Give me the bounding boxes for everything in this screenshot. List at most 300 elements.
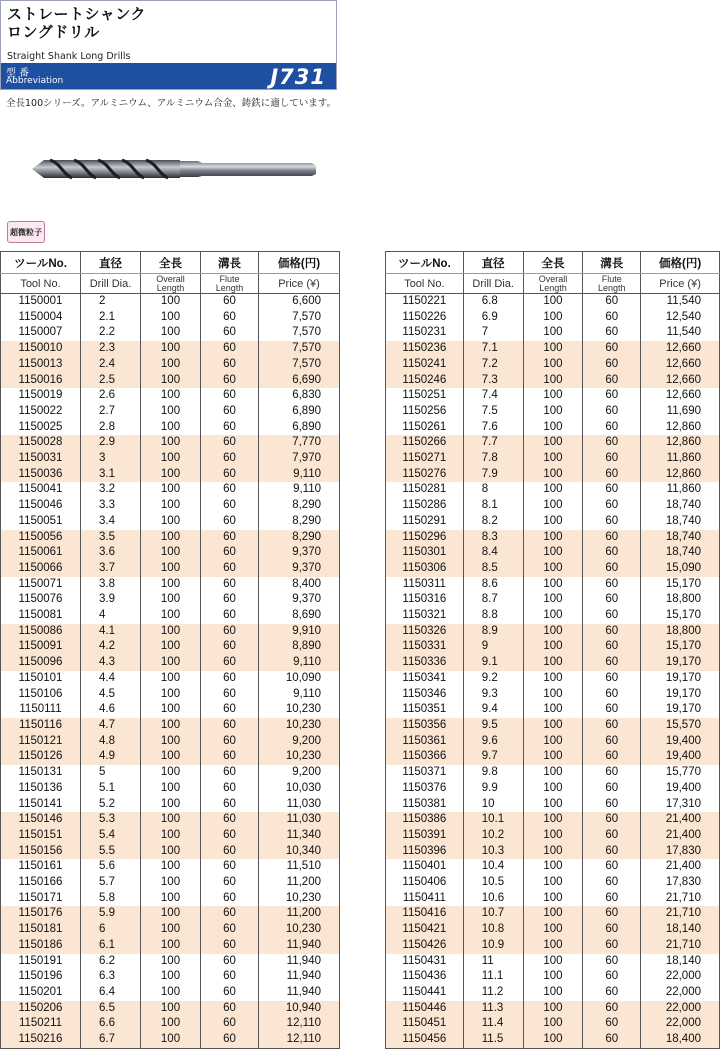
flute-length-cell: 60: [583, 859, 641, 875]
dia-cell: 9.9: [463, 781, 523, 797]
table-row: [1, 482, 340, 498]
tool-no-cell: 1150066: [1, 561, 81, 577]
table-row: [386, 797, 720, 813]
dia-cell: 9.3: [463, 687, 523, 703]
overall-length-cell: 100: [141, 624, 201, 640]
overall-length-cell: 100: [141, 294, 201, 310]
dia-cell: 8.7: [463, 592, 523, 608]
flute-length-cell: 60: [583, 844, 641, 860]
dia-cell: 4.5: [81, 687, 141, 703]
table-row: [386, 294, 720, 310]
table-row: [1, 671, 340, 687]
dia-cell: 2.3: [81, 341, 141, 357]
overall-length-cell: 100: [523, 592, 583, 608]
overall-length-cell: 100: [141, 875, 201, 891]
price-cell: 8,290: [259, 530, 340, 546]
dia-cell: 3.9: [81, 592, 141, 608]
tool-no-cell: 1150376: [386, 781, 464, 797]
dia-cell: 5.6: [81, 859, 141, 875]
flute-length-cell: 60: [201, 310, 259, 326]
overall-length-cell: 100: [141, 561, 201, 577]
dia-cell: 2.1: [81, 310, 141, 326]
price-cell: 8,400: [259, 577, 340, 593]
price-cell: 22,000: [641, 985, 720, 1001]
flute-length-cell: 60: [583, 530, 641, 546]
flute-length-cell: 60: [583, 891, 641, 907]
price-cell: 15,770: [641, 765, 720, 781]
overall-length-cell: 100: [523, 341, 583, 357]
col-price-en: Price (¥): [259, 274, 340, 294]
tool-no-cell: 1150131: [1, 765, 81, 781]
price-cell: 11,860: [641, 482, 720, 498]
flute-length-cell: 60: [583, 985, 641, 1001]
price-cell: 12,110: [259, 1016, 340, 1032]
dia-cell: 9.1: [463, 655, 523, 671]
tool-no-cell: 1150091: [1, 639, 81, 655]
flute-length-cell: 60: [583, 671, 641, 687]
overall-length-cell: 100: [141, 577, 201, 593]
table-row: [386, 608, 720, 624]
overall-length-cell: 100: [141, 954, 201, 970]
table-row: [1, 985, 340, 1001]
dia-cell: 4.3: [81, 655, 141, 671]
tool-no-cell: 1150361: [386, 734, 464, 750]
table-row: [1, 922, 340, 938]
table-row: [386, 671, 720, 687]
tool-no-cell: 1150196: [1, 969, 81, 985]
table-row: [1, 451, 340, 467]
flute-length-cell: 60: [201, 435, 259, 451]
dia-cell: 5.7: [81, 875, 141, 891]
overall-length-cell: 100: [523, 906, 583, 922]
price-cell: 9,910: [259, 624, 340, 640]
table-row: [386, 954, 720, 970]
dia-cell: 7.9: [463, 467, 523, 483]
table-row: [1, 514, 340, 530]
dia-cell: 7.6: [463, 420, 523, 436]
col-overall-ja: 全長: [141, 252, 201, 274]
price-cell: 9,110: [259, 482, 340, 498]
tool-no-cell: 1150216: [1, 1032, 81, 1048]
dia-cell: 5.8: [81, 891, 141, 907]
tool-no-cell: 1150436: [386, 969, 464, 985]
dia-cell: 3.6: [81, 545, 141, 561]
overall-length-cell: 100: [141, 797, 201, 813]
tool-no-cell: 1150236: [386, 341, 464, 357]
col-flute-ja: 溝長: [201, 252, 259, 274]
flute-length-cell: 60: [583, 451, 641, 467]
tool-no-cell: 1150336: [386, 655, 464, 671]
product-title-en: Straight Shank Long Drills: [7, 51, 131, 62]
table-row: [1, 310, 340, 326]
spec-table-left: [0, 251, 340, 1049]
flute-length-cell: 60: [583, 797, 641, 813]
overall-length-cell: 100: [523, 655, 583, 671]
overall-length-cell: 100: [141, 765, 201, 781]
price-cell: 22,000: [641, 969, 720, 985]
flute-length-cell: 60: [583, 420, 641, 436]
flute-length-cell: 60: [201, 624, 259, 640]
flute-length-cell: 60: [201, 985, 259, 1001]
flute-length-cell: 60: [583, 373, 641, 389]
overall-length-cell: 100: [523, 765, 583, 781]
price-cell: 7,770: [259, 435, 340, 451]
tool-no-cell: 1150019: [1, 388, 81, 404]
dia-cell: 7.7: [463, 435, 523, 451]
overall-length-cell: 100: [141, 906, 201, 922]
price-cell: 10,940: [259, 1001, 340, 1017]
tool-no-cell: 1150276: [386, 467, 464, 483]
table-row: [386, 404, 720, 420]
dia-cell: 10.9: [463, 938, 523, 954]
price-cell: 9,200: [259, 765, 340, 781]
tool-no-cell: 1150201: [1, 985, 81, 1001]
col-price-ja: 価格(円): [259, 252, 340, 274]
tool-no-cell: 1150010: [1, 341, 81, 357]
flute-length-cell: 60: [201, 325, 259, 341]
price-cell: 21,710: [641, 938, 720, 954]
tool-no-cell: 1150331: [386, 639, 464, 655]
dia-cell: 11.5: [463, 1032, 523, 1048]
table-row: [386, 498, 720, 514]
col-tool-no-en: Tool No.: [386, 274, 464, 294]
tool-no-cell: 1150431: [386, 954, 464, 970]
overall-length-cell: 100: [523, 749, 583, 765]
flute-length-cell: 60: [201, 1032, 259, 1048]
flute-length-cell: 60: [583, 639, 641, 655]
price-cell: 11,030: [259, 797, 340, 813]
overall-length-cell: 100: [141, 828, 201, 844]
overall-length-cell: 100: [141, 482, 201, 498]
table-row: [1, 1016, 340, 1032]
overall-length-cell: 100: [141, 655, 201, 671]
table-row: [386, 514, 720, 530]
tool-no-cell: 1150226: [386, 310, 464, 326]
table-row: [1, 639, 340, 655]
dia-cell: 6.1: [81, 938, 141, 954]
tool-no-cell: 1150151: [1, 828, 81, 844]
table-row: [386, 1016, 720, 1032]
dia-cell: 5: [81, 765, 141, 781]
flute-length-cell: 60: [201, 922, 259, 938]
table-row: [1, 812, 340, 828]
table-row: [1, 341, 340, 357]
tool-no-cell: 1150391: [386, 828, 464, 844]
overall-length-cell: 100: [141, 310, 201, 326]
tool-no-cell: 1150346: [386, 687, 464, 703]
tool-no-cell: 1150156: [1, 844, 81, 860]
dia-cell: 11.3: [463, 1001, 523, 1017]
flute-length-cell: 60: [201, 514, 259, 530]
price-cell: 10,230: [259, 891, 340, 907]
tool-no-cell: 1150271: [386, 451, 464, 467]
col-dia-en: Drill Dia.: [463, 274, 523, 294]
table-row: [1, 969, 340, 985]
dia-cell: 3.8: [81, 577, 141, 593]
table-row: [386, 545, 720, 561]
dia-cell: 2.8: [81, 420, 141, 436]
dia-cell: 10.4: [463, 859, 523, 875]
price-cell: 12,540: [641, 310, 720, 326]
price-cell: 8,290: [259, 514, 340, 530]
overall-length-cell: 100: [141, 985, 201, 1001]
overall-length-cell: 100: [141, 498, 201, 514]
dia-cell: 4.8: [81, 734, 141, 750]
tool-no-cell: 1150411: [386, 891, 464, 907]
overall-length-cell: 100: [141, 404, 201, 420]
tool-no-cell: 1150051: [1, 514, 81, 530]
col-tool-no-ja: ツールNo.: [1, 252, 81, 274]
tool-no-cell: 1150171: [1, 891, 81, 907]
tool-no-cell: 1150371: [386, 765, 464, 781]
overall-length-cell: 100: [523, 954, 583, 970]
flute-length-cell: 60: [583, 608, 641, 624]
price-cell: 10,230: [259, 922, 340, 938]
flute-length-cell: 60: [201, 891, 259, 907]
table-row: [386, 624, 720, 640]
overall-length-cell: 100: [523, 702, 583, 718]
flute-length-cell: 60: [201, 954, 259, 970]
overall-length-cell: 100: [141, 938, 201, 954]
overall-length-cell: 100: [141, 325, 201, 341]
dia-cell: 3.1: [81, 467, 141, 483]
overall-length-cell: 100: [523, 467, 583, 483]
table-row: [386, 467, 720, 483]
overall-length-cell: 100: [523, 388, 583, 404]
price-cell: 12,660: [641, 388, 720, 404]
dia-cell: 7.5: [463, 404, 523, 420]
tool-no-cell: 1150356: [386, 718, 464, 734]
col-tool-no-en: Tool No.: [1, 274, 81, 294]
price-cell: 18,740: [641, 530, 720, 546]
overall-length-cell: 100: [523, 891, 583, 907]
table-row: [386, 828, 720, 844]
flute-length-cell: 60: [201, 592, 259, 608]
price-cell: 7,570: [259, 341, 340, 357]
price-cell: 6,600: [259, 294, 340, 310]
flute-length-cell: 60: [201, 1016, 259, 1032]
tool-no-cell: 1150231: [386, 325, 464, 341]
tool-no-cell: 1150241: [386, 357, 464, 373]
flute-length-cell: 60: [201, 482, 259, 498]
flute-length-cell: 60: [583, 954, 641, 970]
dia-cell: 9.7: [463, 749, 523, 765]
flute-length-cell: 60: [201, 561, 259, 577]
price-cell: 18,740: [641, 514, 720, 530]
table-row: [386, 435, 720, 451]
table-row: [386, 420, 720, 436]
dia-cell: 10.1: [463, 812, 523, 828]
table-row: [1, 687, 340, 703]
flute-length-cell: 60: [583, 734, 641, 750]
table-row: [386, 388, 720, 404]
table-row: [1, 624, 340, 640]
price-cell: 12,860: [641, 420, 720, 436]
price-cell: 11,860: [641, 451, 720, 467]
tool-no-cell: 1150146: [1, 812, 81, 828]
flute-length-cell: 60: [583, 404, 641, 420]
price-cell: 15,570: [641, 718, 720, 734]
price-cell: 21,710: [641, 906, 720, 922]
table-row: [386, 969, 720, 985]
flute-length-cell: 60: [201, 1001, 259, 1017]
price-cell: 10,230: [259, 702, 340, 718]
tool-no-cell: 1150111: [1, 702, 81, 718]
flute-length-cell: 60: [583, 828, 641, 844]
tool-no-cell: 1150181: [1, 922, 81, 938]
price-cell: 22,000: [641, 1016, 720, 1032]
dia-cell: 9.2: [463, 671, 523, 687]
dia-cell: 10.6: [463, 891, 523, 907]
dia-cell: 7.4: [463, 388, 523, 404]
price-cell: 12,660: [641, 341, 720, 357]
price-cell: 12,860: [641, 467, 720, 483]
table-row: [1, 891, 340, 907]
price-cell: 12,110: [259, 1032, 340, 1048]
price-cell: 11,690: [641, 404, 720, 420]
overall-length-cell: 100: [141, 859, 201, 875]
dia-cell: 6.8: [463, 294, 523, 310]
table-row: [386, 1032, 720, 1048]
dia-cell: 4: [81, 608, 141, 624]
price-cell: 11,510: [259, 859, 340, 875]
dia-cell: 2: [81, 294, 141, 310]
dia-cell: 6.9: [463, 310, 523, 326]
tool-no-cell: 1150031: [1, 451, 81, 467]
overall-length-cell: 100: [523, 734, 583, 750]
tool-no-cell: 1150161: [1, 859, 81, 875]
table-row: [1, 906, 340, 922]
overall-length-cell: 100: [141, 1016, 201, 1032]
dia-cell: 8: [463, 482, 523, 498]
tool-no-cell: 1150316: [386, 592, 464, 608]
price-cell: 18,800: [641, 624, 720, 640]
tool-no-cell: 1150456: [386, 1032, 464, 1048]
overall-length-cell: 100: [523, 310, 583, 326]
price-cell: 11,340: [259, 828, 340, 844]
table-row: [386, 985, 720, 1001]
dia-cell: 10.3: [463, 844, 523, 860]
dia-cell: 3.2: [81, 482, 141, 498]
overall-length-cell: 100: [523, 624, 583, 640]
tool-no-cell: 1150081: [1, 608, 81, 624]
price-cell: 6,890: [259, 420, 340, 436]
dia-cell: 2.2: [81, 325, 141, 341]
dia-cell: 8.5: [463, 561, 523, 577]
abbreviation-label-ja: 型 番: [6, 68, 30, 79]
tool-no-cell: 1150022: [1, 404, 81, 420]
table-row: [386, 357, 720, 373]
overall-length-cell: 100: [141, 812, 201, 828]
tool-no-cell: 1150441: [386, 985, 464, 1001]
dia-cell: 7.3: [463, 373, 523, 389]
tool-no-cell: 1150071: [1, 577, 81, 593]
dia-cell: 4.1: [81, 624, 141, 640]
overall-length-cell: 100: [141, 420, 201, 436]
price-cell: 9,370: [259, 592, 340, 608]
table-row: [1, 718, 340, 734]
tool-no-cell: 1150416: [386, 906, 464, 922]
flute-length-cell: 60: [583, 781, 641, 797]
tool-no-cell: 1150076: [1, 592, 81, 608]
dia-cell: 8.6: [463, 577, 523, 593]
flute-length-cell: 60: [583, 561, 641, 577]
tool-no-cell: 1150311: [386, 577, 464, 593]
dia-cell: 6.5: [81, 1001, 141, 1017]
flute-length-cell: 60: [201, 577, 259, 593]
price-cell: 7,570: [259, 310, 340, 326]
price-cell: 11,540: [641, 325, 720, 341]
dia-cell: 9.4: [463, 702, 523, 718]
price-cell: 11,940: [259, 938, 340, 954]
dia-cell: 11.1: [463, 969, 523, 985]
flute-length-cell: 60: [583, 357, 641, 373]
tool-no-cell: 1150301: [386, 545, 464, 561]
price-cell: 10,090: [259, 671, 340, 687]
tool-no-cell: 1150056: [1, 530, 81, 546]
table-row: [1, 592, 340, 608]
col-overall-en: Overall Length: [523, 274, 583, 294]
dia-cell: 4.2: [81, 639, 141, 655]
price-cell: 22,000: [641, 1001, 720, 1017]
table-row: [386, 341, 720, 357]
tool-no-cell: 1150251: [386, 388, 464, 404]
tool-no-cell: 1150286: [386, 498, 464, 514]
table-row: [1, 954, 340, 970]
table-row: [1, 545, 340, 561]
flute-length-cell: 60: [583, 545, 641, 561]
overall-length-cell: 100: [141, 545, 201, 561]
product-description: 全長100シリーズ。アルミニウム、アルミニウム合金、鋳鉄に適しています。: [6, 98, 337, 109]
price-cell: 12,660: [641, 373, 720, 389]
table-row: [1, 561, 340, 577]
col-flute-ja: 溝長: [583, 252, 641, 274]
table-row: [1, 765, 340, 781]
table-row: [386, 781, 720, 797]
tool-no-cell: 1150446: [386, 1001, 464, 1017]
flute-length-cell: 60: [583, 765, 641, 781]
table-row: [1, 388, 340, 404]
tool-no-cell: 1150086: [1, 624, 81, 640]
col-price-en: Price (¥): [641, 274, 720, 294]
col-dia-en: Drill Dia.: [81, 274, 141, 294]
price-cell: 6,690: [259, 373, 340, 389]
overall-length-cell: 100: [141, 639, 201, 655]
table-row: [1, 797, 340, 813]
tool-no-cell: 1150116: [1, 718, 81, 734]
flute-length-cell: 60: [201, 467, 259, 483]
flute-length-cell: 60: [583, 1032, 641, 1048]
dia-cell: 7.2: [463, 357, 523, 373]
table-row: [1, 702, 340, 718]
tool-no-cell: 1150121: [1, 734, 81, 750]
dia-cell: 3.5: [81, 530, 141, 546]
flute-length-cell: 60: [201, 781, 259, 797]
overall-length-cell: 100: [523, 1016, 583, 1032]
flute-length-cell: 60: [583, 325, 641, 341]
dia-cell: 9.5: [463, 718, 523, 734]
col-flute-en: Flute Length: [583, 274, 641, 294]
col-overall-en: Overall Length: [141, 274, 201, 294]
flute-length-cell: 60: [201, 530, 259, 546]
overall-length-cell: 100: [523, 812, 583, 828]
overall-length-cell: 100: [523, 969, 583, 985]
overall-length-cell: 100: [523, 687, 583, 703]
dia-cell: 7: [463, 325, 523, 341]
drill-illustration-icon: [30, 155, 320, 183]
col-price-ja: 価格(円): [641, 252, 720, 274]
flute-length-cell: 60: [583, 812, 641, 828]
